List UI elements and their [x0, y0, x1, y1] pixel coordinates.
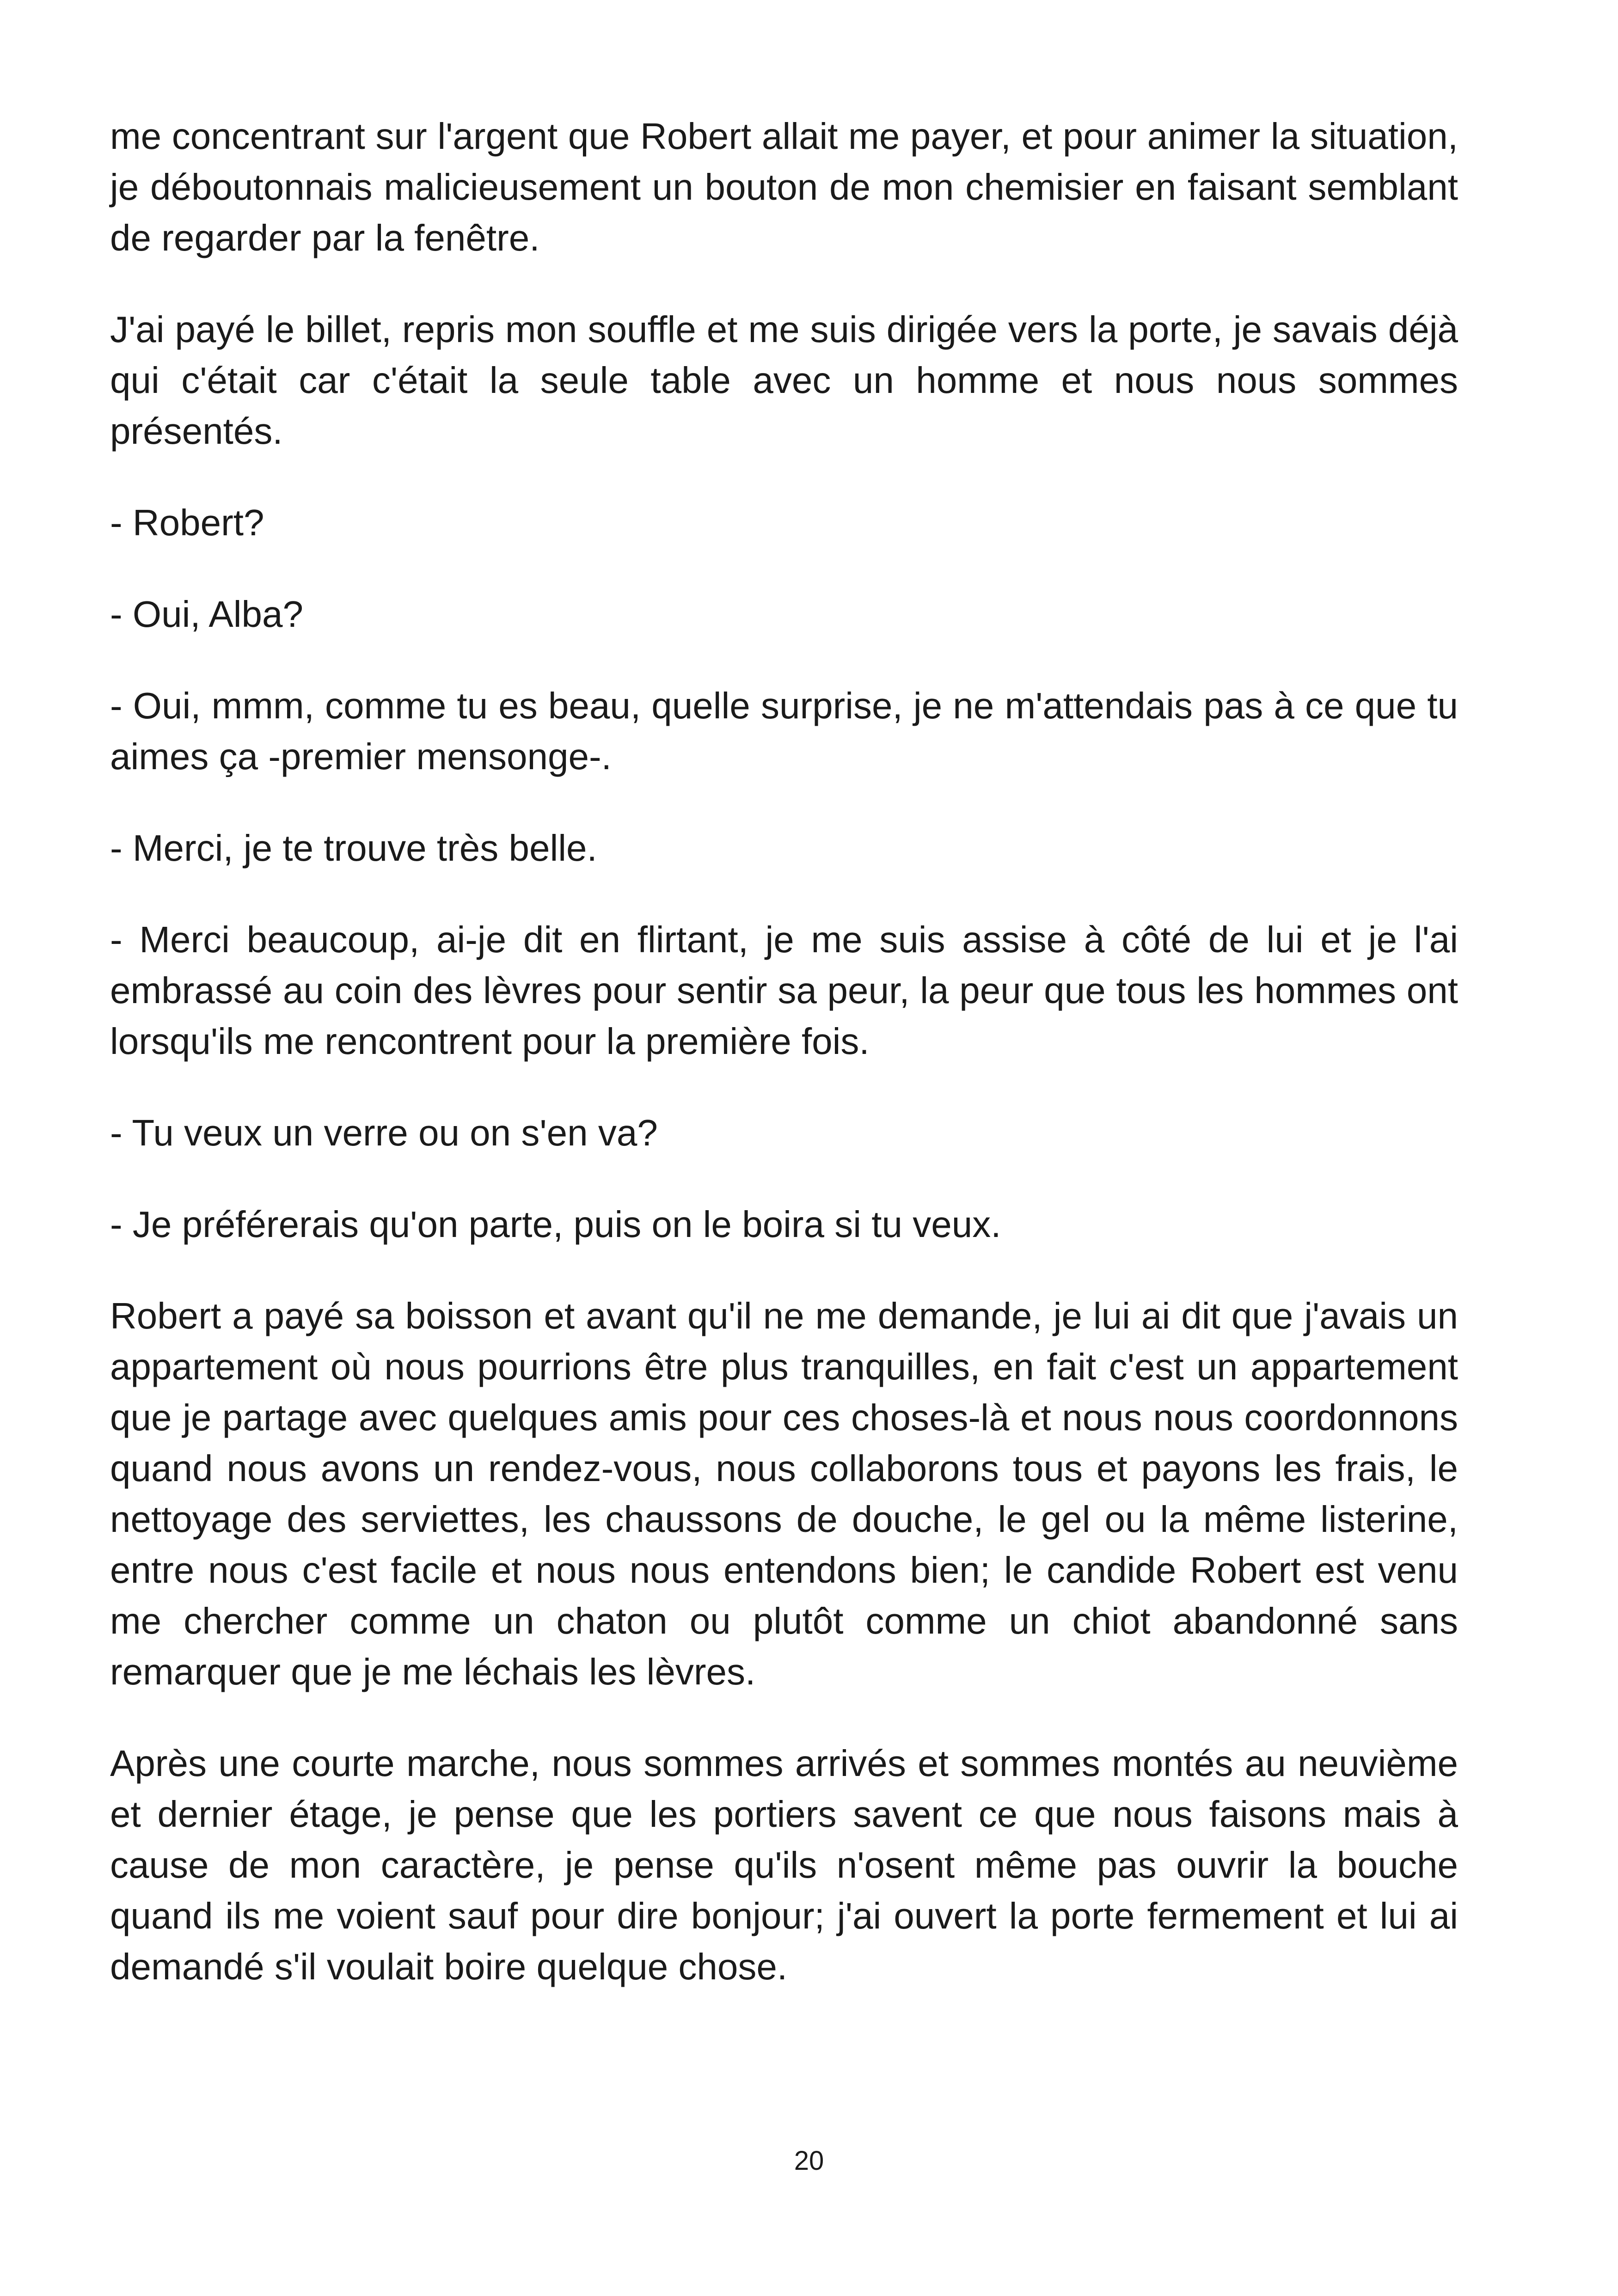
- dialogue-line: - Oui, Alba?: [110, 594, 304, 635]
- body-text: [110, 111, 1458, 1992]
- paragraph: Après une courte marche, nous sommes arrivés et sommes montés au neuvième et dernier étage, je pense que les portiers savent ce que nous faisons mais à cause de mon caractère, je pense qu'ils n'osent même pas ouvrir la bouche quand ils me voient sauf pour dire bonjour; j'ai ouvert la porte fermement et lui ai demandé s'il voulait boire quelque chose.: [110, 1743, 1458, 1987]
- dialogue-line: - Robert?: [110, 502, 264, 543]
- dialogue-line: - Oui, mmm, comme tu es beau, quelle surprise, je ne m'attendais pas à ce que tu aimes ça -premier mensonge-.: [110, 685, 1458, 777]
- paragraph: me concentrant sur l'argent que Robert allait me payer, et pour animer la situation, je déboutonnais malicieusement un bouton de mon chemisier en faisant semblant de regarder par la fenêtre.: [110, 116, 1458, 258]
- dialogue-line: - Merci, je te trouve très belle.: [110, 827, 597, 869]
- dialogue-line: - Merci beaucoup, ai-je dit en flirtant, je me suis assise à côté de lui et je l'ai embrassé au coin des lèvres pour sentir sa peur, la peur que tous les hommes ont lorsqu'ils me rencontrent pour la première fois.: [110, 919, 1458, 1062]
- dialogue-line: - Tu veux un verre ou on s'en va?: [110, 1112, 658, 1153]
- paragraph: Robert a payé sa boisson et avant qu'il ne me demande, je lui ai dit que j'avais un appartement où nous pourrions être plus tranquilles, en fait c'est un appartement que je partage avec quelques amis pour ces choses-là et nous nous coordonnons quand nous avons un rendez-vous, nous collaborons tous et payons les frais, le nettoyage des serviettes, les chaussons de douche, le gel ou la même listerine, entre nous c'est facile et nous nous entendons bien; le candide Robert est venu me chercher comme un chaton ou plutôt comme un chiot abandonné sans remarquer que je me léchais les lèvres.: [110, 1295, 1458, 1692]
- dialogue-line: - Je préférerais qu'on parte, puis on le boira si tu veux.: [110, 1204, 1001, 1245]
- page-number: 20: [794, 2146, 824, 2176]
- paragraph: J'ai payé le billet, repris mon souffle et me suis dirigée vers la porte, je savais déjà qui c'était car c'était la seule table avec un homme et nous nous sommes présentés.: [110, 309, 1458, 452]
